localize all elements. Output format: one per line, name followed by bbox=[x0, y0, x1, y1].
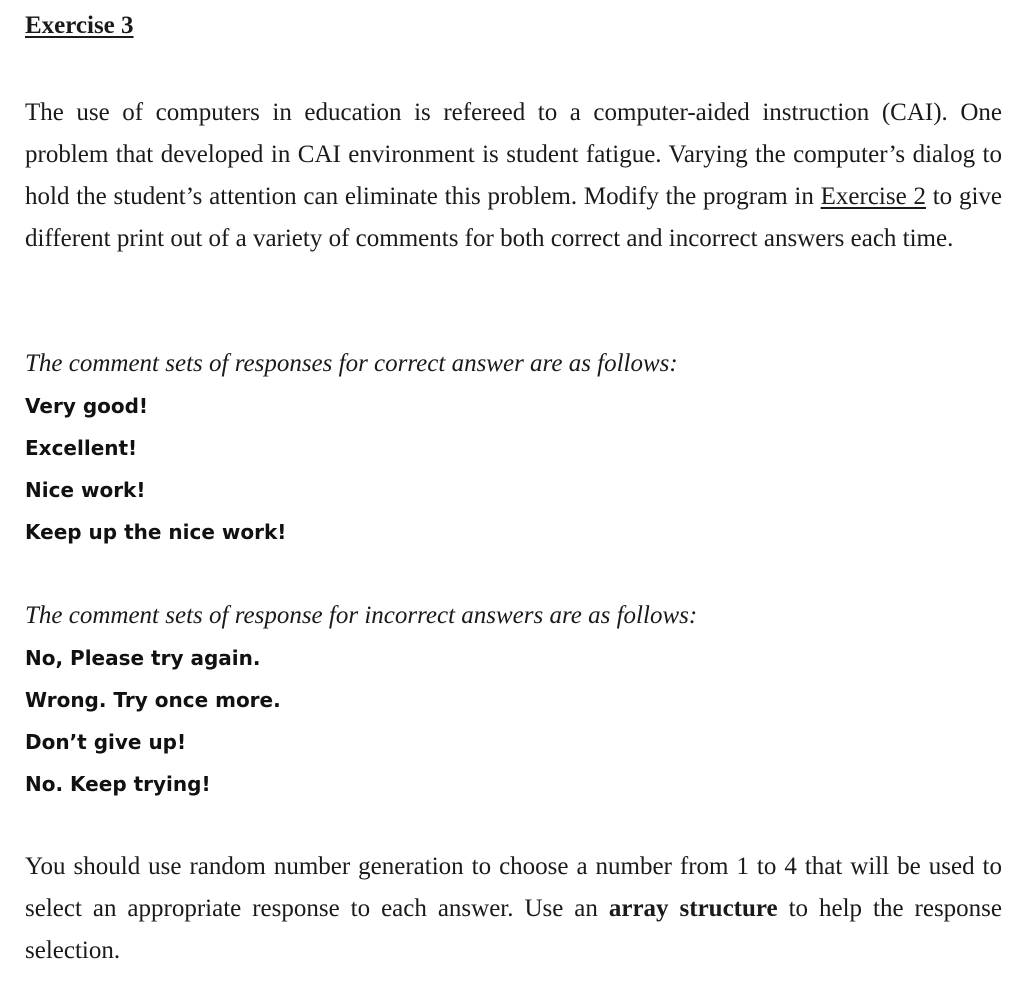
incorrect-response-item: No, Please try again. bbox=[25, 646, 261, 670]
incorrect-response-item: No. Keep trying! bbox=[25, 772, 211, 796]
incorrect-responses-heading: The comment sets of response for incorrect answers are as follows: bbox=[25, 602, 698, 629]
incorrect-response-item: Don’t give up! bbox=[25, 730, 187, 754]
intro-text-end: to give different print out of a variety of comments for both correct and incorrect answers each time. bbox=[25, 183, 1002, 252]
correct-response-item: Excellent! bbox=[25, 436, 138, 460]
intro-paragraph bbox=[25, 92, 1002, 260]
incorrect-response-item: Wrong. Try once more. bbox=[25, 688, 281, 712]
closing-text-end: to help the response selection. bbox=[25, 895, 1002, 964]
correct-response-item: Nice work! bbox=[25, 478, 146, 502]
intro-text-start: The use of computers in education is refereed to a computer-aided instruction (CAI). One problem that developed in CAI environment is student fatigue. Varying the computer’s dialog to hold the student’s attention can eliminate this problem. Modify the program in bbox=[25, 99, 1002, 210]
closing-paragraph bbox=[25, 846, 1002, 972]
correct-response-item: Very good! bbox=[25, 394, 149, 418]
array-structure-emphasis: array structure bbox=[608, 895, 778, 922]
exercise-title: Exercise 3 bbox=[25, 12, 134, 39]
correct-response-item: Keep up the nice work! bbox=[25, 520, 287, 544]
closing-text-start: You should use random number generation to choose a number from 1 to 4 that will be used to select an appropriate response to each answer. Use an bbox=[25, 853, 1002, 922]
exercise-2-link[interactable]: Exercise 2 bbox=[820, 183, 926, 210]
correct-responses-heading: The comment sets of responses for correct answer are as follows: bbox=[25, 350, 678, 377]
